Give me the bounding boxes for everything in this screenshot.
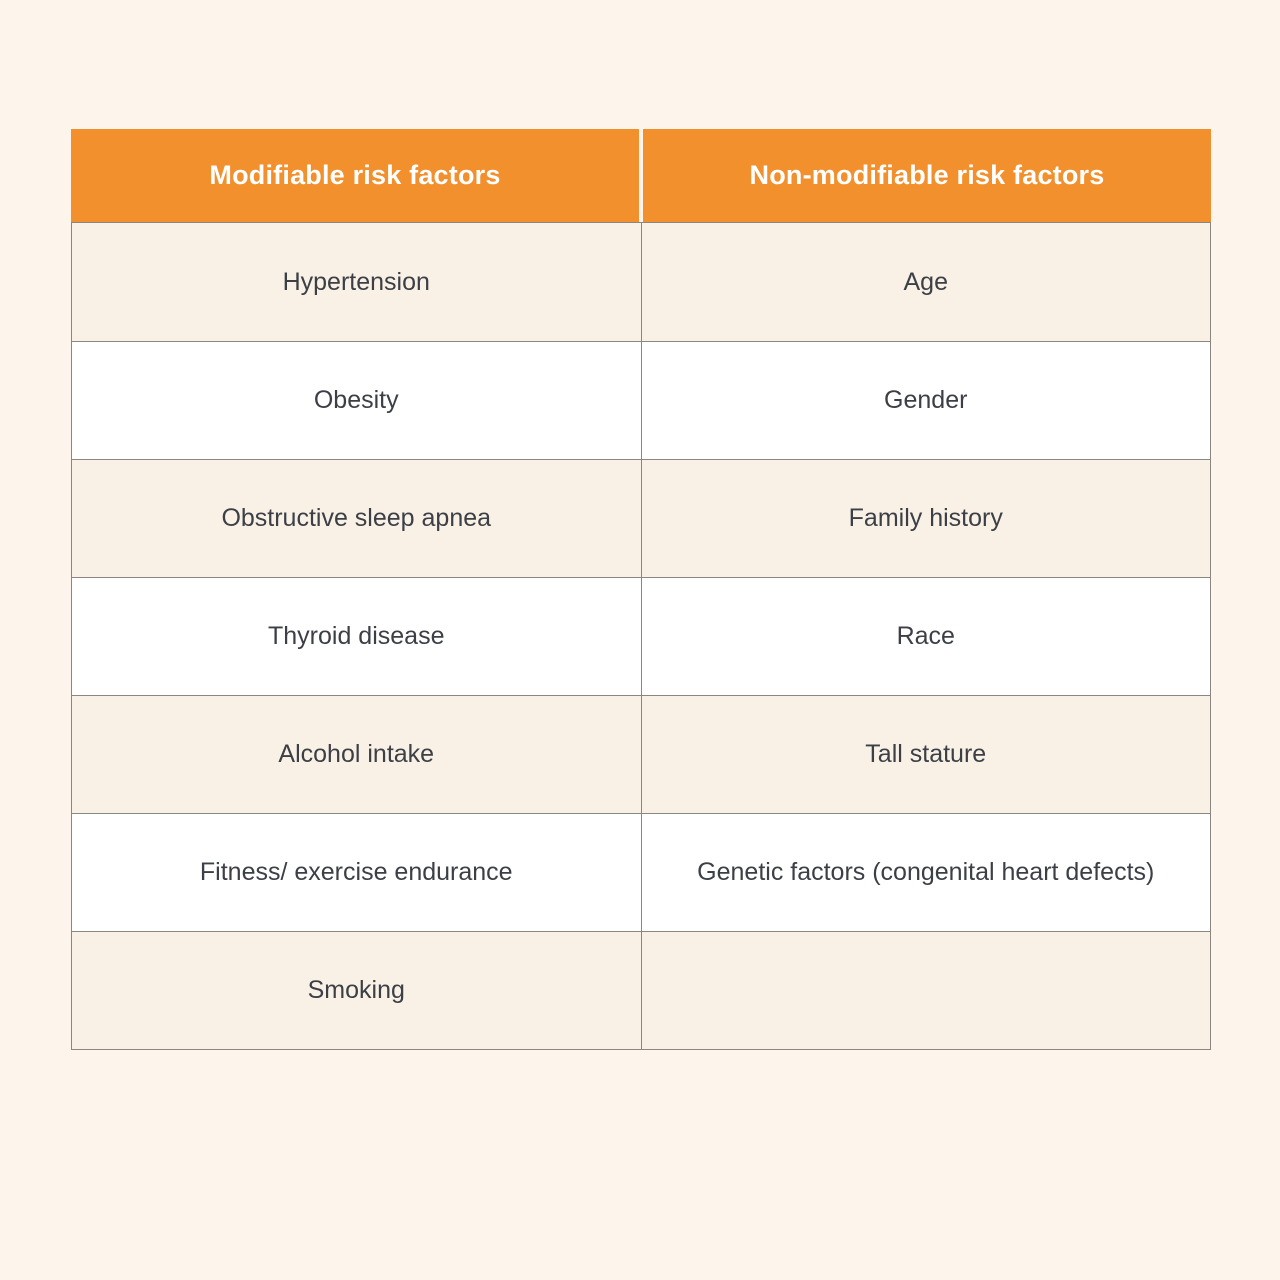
table-body xyxy=(71,222,1211,1050)
cell-empty xyxy=(642,932,1211,1049)
cell-smoking: Smoking xyxy=(72,932,642,1049)
cell-alcohol-intake: Alcohol intake xyxy=(72,696,642,813)
cell-hypertension: Hypertension xyxy=(72,223,642,341)
cell-thyroid-disease: Thyroid disease xyxy=(72,578,642,695)
header-modifiable-risk-factors: Modifiable risk factors xyxy=(71,129,639,222)
cell-obstructive-sleep-apnea: Obstructive sleep apnea xyxy=(72,460,642,577)
cell-fitness-exercise-endurance: Fitness/ exercise endurance xyxy=(72,814,642,931)
cell-genetic-factors: Genetic factors (congenital heart defects) xyxy=(697,858,1155,887)
table-row xyxy=(72,695,1210,813)
table-row xyxy=(72,577,1210,695)
table-header-row xyxy=(71,129,1211,222)
table-row xyxy=(72,931,1210,1049)
cell-tall-stature: Tall stature xyxy=(865,740,987,769)
cell-race: Race xyxy=(896,622,955,651)
table-row xyxy=(72,223,1210,341)
table-row xyxy=(72,813,1210,931)
cell-family-history: Family history xyxy=(848,504,1003,533)
header-non-modifiable-risk-factors: Non-modifiable risk factors xyxy=(643,129,1211,222)
table-row xyxy=(72,459,1210,577)
risk-factors-table xyxy=(71,129,1211,1050)
cell-gender: Gender xyxy=(884,386,968,415)
cell-obesity: Obesity xyxy=(72,342,642,459)
table-row xyxy=(72,341,1210,459)
cell-age: Age xyxy=(903,267,948,296)
